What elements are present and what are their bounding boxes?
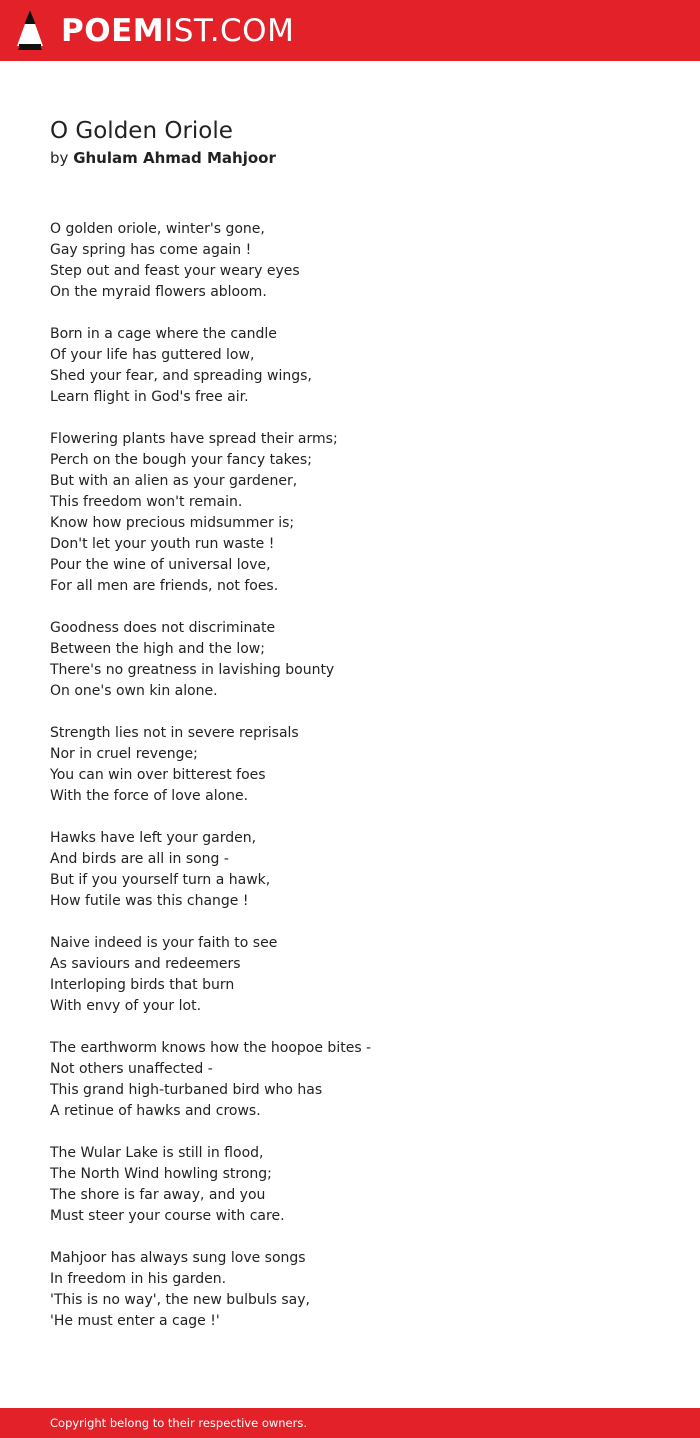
poem-line: How futile was this change ! xyxy=(50,893,249,909)
copyright-text: Copyright belong to their respective owners. xyxy=(50,1416,308,1430)
site-logo[interactable] xyxy=(61,9,294,53)
poem-line: Between the high and the low; xyxy=(50,641,265,657)
poem-line: Interloping birds that burn xyxy=(50,977,235,993)
poem-line: Don't let your youth run waste ! xyxy=(50,536,275,552)
stanza xyxy=(50,618,650,702)
poem-line: In freedom in his garden. xyxy=(50,1271,227,1287)
poem-line: This grand high-turbaned bird who has xyxy=(50,1082,323,1098)
poem-line: Goodness does not discriminate xyxy=(50,620,276,636)
poem-line: The North Wind howling strong; xyxy=(50,1166,272,1182)
poem-line: The shore is far away, and you xyxy=(50,1187,266,1203)
logo-bold-text: POEM xyxy=(61,13,165,49)
poem-line: Naive indeed is your faith to see xyxy=(50,935,278,951)
poem-line: O golden oriole, winter's gone, xyxy=(50,221,265,237)
site-footer xyxy=(0,1408,700,1438)
by-label: by xyxy=(50,149,69,167)
poem-line: Gay spring has come again ! xyxy=(50,242,252,258)
stanza xyxy=(50,324,650,408)
poem-line: Of your life has guttered low, xyxy=(50,347,255,363)
poem-line: But with an alien as your gardener, xyxy=(50,473,298,489)
poem-line: Born in a cage where the candle xyxy=(50,326,277,342)
poem-line: A retinue of hawks and crows. xyxy=(50,1103,261,1119)
stanza xyxy=(50,1143,650,1227)
poem-line: 'This is no way', the new bulbuls say, xyxy=(50,1292,310,1308)
poem-line: Not others unaffected - xyxy=(50,1061,213,1077)
poem-line: The Wular Lake is still in flood, xyxy=(50,1145,264,1161)
poem-line: Mahjoor has always sung love songs xyxy=(50,1250,306,1266)
poem-line: Pour the wine of universal love, xyxy=(50,557,271,573)
poem-line: Must steer your course with care. xyxy=(50,1208,285,1224)
stanza xyxy=(50,828,650,912)
logo-light-text: IST.COM xyxy=(164,13,295,49)
poem-title: O Golden Oriole xyxy=(50,118,233,144)
poem-body xyxy=(50,219,650,1353)
poem-line: On the myraid flowers abloom. xyxy=(50,284,267,300)
stanza xyxy=(50,429,650,597)
poem-line: 'He must enter a cage !' xyxy=(50,1313,220,1329)
poem-line: With envy of your lot. xyxy=(50,998,202,1014)
poem-line: Shed your fear, and spreading wings, xyxy=(50,368,312,384)
pencil-tip-icon[interactable] xyxy=(16,8,44,52)
poem-line: This freedom won't remain. xyxy=(50,494,243,510)
poem-line: Perch on the bough your fancy takes; xyxy=(50,452,312,468)
poem-line: Step out and feast your weary eyes xyxy=(50,263,300,279)
byline xyxy=(50,149,276,167)
poem-line: On one's own kin alone. xyxy=(50,683,218,699)
stanza xyxy=(50,1248,650,1332)
stanza xyxy=(50,933,650,1017)
site-header xyxy=(0,0,700,61)
poem-line: Know how precious midsummer is; xyxy=(50,515,295,531)
stanza xyxy=(50,219,650,303)
poem-line: With the force of love alone. xyxy=(50,788,249,804)
poem-line: Hawks have left your garden, xyxy=(50,830,257,846)
stanza xyxy=(50,723,650,807)
author-name[interactable]: Ghulam Ahmad Mahjoor xyxy=(73,149,276,167)
poem-line: The earthworm knows how the hoopoe bites - xyxy=(50,1040,372,1056)
poem-line: For all men are friends, not foes. xyxy=(50,578,279,594)
stanza xyxy=(50,1038,650,1122)
poem-line: But if you yourself turn a hawk, xyxy=(50,872,271,888)
poem-line: You can win over bitterest foes xyxy=(50,767,266,783)
poem-line: There's no greatness in lavishing bounty xyxy=(50,662,335,678)
poem-line: Flowering plants have spread their arms; xyxy=(50,431,338,447)
poem-line: And birds are all in song - xyxy=(50,851,229,867)
poem-line: As saviours and redeemers xyxy=(50,956,241,972)
poem-line: Learn flight in God's free air. xyxy=(50,389,249,405)
poem-line: Nor in cruel revenge; xyxy=(50,746,198,762)
poem-line: Strength lies not in severe reprisals xyxy=(50,725,299,741)
